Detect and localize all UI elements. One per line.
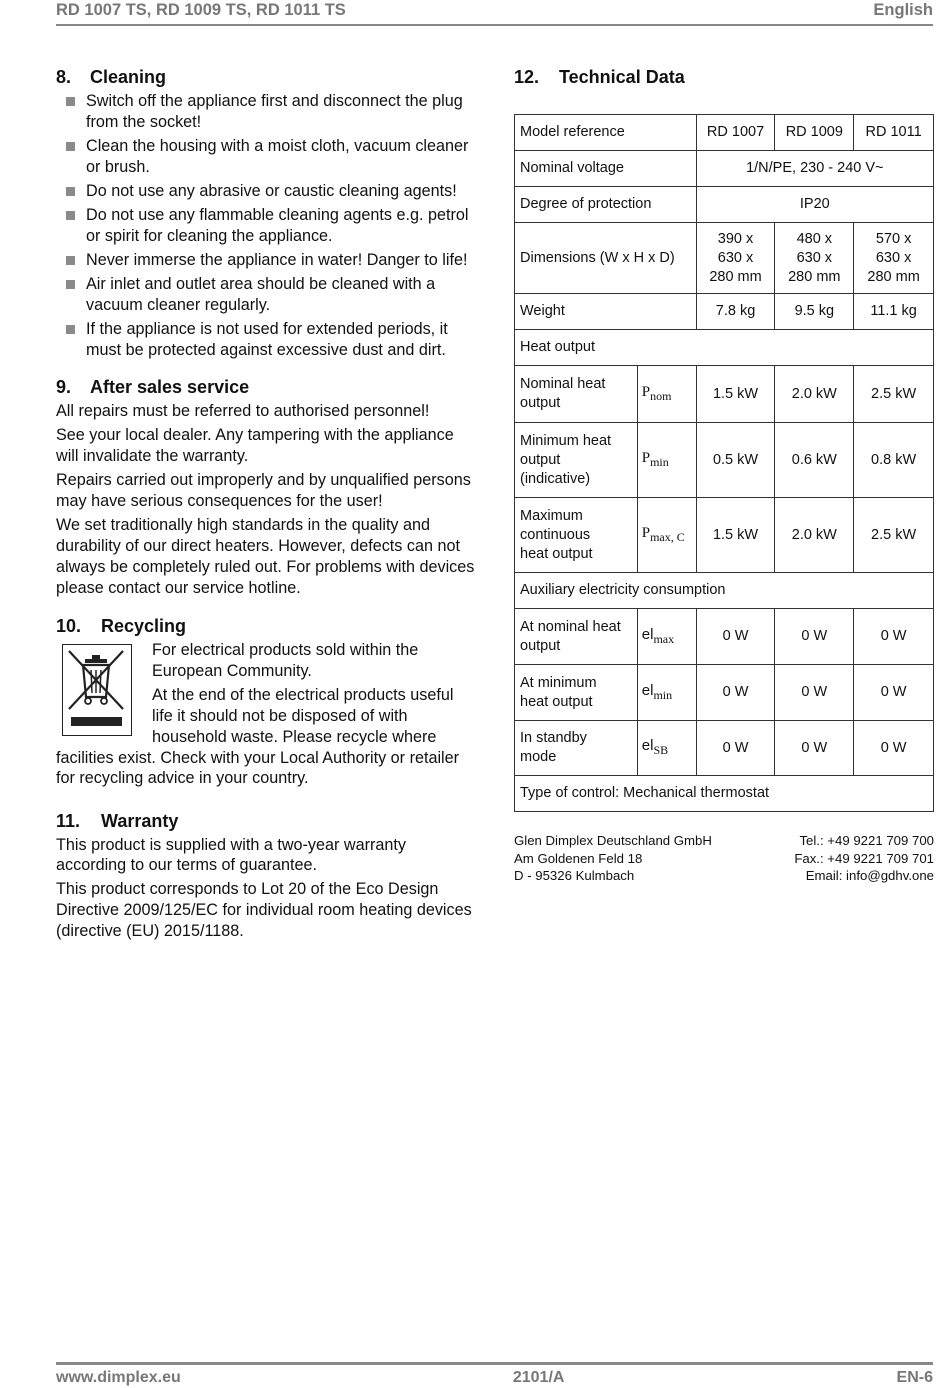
section-heading: 11. Warranty: [56, 810, 179, 831]
row-label: Maximum continuous heat output: [515, 498, 638, 573]
section-heading: 9. After sales service: [56, 377, 250, 398]
website: www.dimplex.eu: [56, 1369, 181, 1386]
technical-data-table: [514, 114, 934, 812]
model-cell: RD 1007: [696, 115, 775, 151]
table-row: [515, 294, 934, 330]
left-column: [56, 66, 476, 959]
paragraph: See your local dealer. Any tampering with the appliance will invalidate the warranty.: [56, 426, 454, 466]
value-cell: 1.5 kW: [696, 366, 775, 423]
weee-crossed-bin-icon: [62, 644, 132, 736]
list-item: Air inlet and outlet area should be cleaned with a vacuum cleaner regularly.: [56, 274, 476, 316]
symbol-cell: $el_{SB}$: [637, 721, 696, 776]
cleaning-list: [56, 91, 476, 360]
paragraph: Repairs carried out improperly and by unqualified persons may have serious consequences for the user!: [56, 471, 471, 511]
table-row: [515, 115, 934, 151]
value-cell: 570 x 630 x 280 mm: [854, 223, 934, 294]
table-row: [515, 498, 934, 573]
right-column: [514, 66, 934, 885]
value-cell: 0 W: [854, 665, 934, 721]
table-row: [515, 187, 934, 223]
paragraph: This product is supplied with a two-year warranty according to our terms of guarantee.: [56, 835, 406, 875]
company-name: Glen Dimplex Deutschland GmbH: [514, 833, 712, 848]
table-row: [515, 609, 934, 665]
row-label: Minimum heat output (indicative): [515, 423, 638, 498]
value-cell: 2.0 kW: [775, 366, 854, 423]
phone: Tel.: +49 9221 709 700: [799, 833, 934, 848]
page-header: [56, 0, 933, 26]
section-heading: 8. Cleaning: [56, 67, 167, 87]
list-item: Do not use any abrasive or caustic cleaning agents!: [56, 181, 476, 202]
row-label: Degree of protection: [515, 187, 697, 223]
symbol-cell: $P_{min}$: [637, 423, 696, 498]
value-cell: 0 W: [775, 609, 854, 665]
fax: Fax.: +49 9221 709 701: [794, 850, 934, 866]
table-row: [515, 223, 934, 294]
row-label: Nominal voltage: [515, 151, 697, 187]
symbol-cell: $P_{nom}$: [637, 366, 696, 423]
address-block: [514, 832, 712, 885]
header-model-list: RD 1007 TS, RD 1009 TS, RD 1011 TS: [56, 1, 346, 19]
table-row: [515, 776, 934, 812]
control-type: Type of control: Mechanical thermostat: [515, 776, 934, 812]
value-cell: 0 W: [696, 609, 775, 665]
symbol-cell: $P_{max, C}$: [637, 498, 696, 573]
row-label: Model reference: [515, 115, 697, 151]
value-cell: 0 W: [854, 721, 934, 776]
value-cell: IP20: [696, 187, 933, 223]
section-warranty: [56, 810, 476, 942]
value-cell: 480 x 630 x 280 mm: [775, 223, 854, 294]
value-cell: 0 W: [854, 609, 934, 665]
paragraph: This product corresponds to Lot 20 of the Eco Design Directive 2009/125/EC for individual room heating devices (directive (EU) 2015/1188.: [56, 880, 472, 941]
row-label: In standby mode: [515, 721, 638, 776]
value-cell: 0 W: [696, 665, 775, 721]
table-row: [515, 151, 934, 187]
section-heading: 12. Technical Data: [514, 67, 685, 87]
value-cell: 0.6 kW: [775, 423, 854, 498]
value-cell: 0 W: [775, 665, 854, 721]
table-row: [515, 573, 934, 609]
row-label: Dimensions (W x H x D): [515, 223, 697, 294]
row-label: Weight: [515, 294, 697, 330]
value-cell: 1.5 kW: [696, 498, 775, 573]
list-item: Clean the housing with a moist cloth, vacuum cleaner or brush.: [56, 136, 476, 178]
value-cell: 2.5 kW: [854, 366, 934, 423]
value-cell: 7.8 kg: [696, 294, 775, 330]
value-cell: 1/N/PE, 230 - 240 V~: [696, 151, 933, 187]
email: Email: info@gdhv.one: [805, 868, 934, 883]
list-item: Never immerse the appliance in water! Danger to life!: [56, 250, 476, 271]
symbol-cell: $el_{max}$: [637, 609, 696, 665]
value-cell: 0.5 kW: [696, 423, 775, 498]
header-language: English: [873, 1, 933, 19]
value-cell: 0 W: [775, 721, 854, 776]
table-row: [515, 721, 934, 776]
row-label: At nominal heat output: [515, 609, 638, 665]
value-cell: 2.0 kW: [775, 498, 854, 573]
section-recycling: [56, 615, 476, 792]
page-number: EN-6: [896, 1369, 933, 1386]
phone-block: [794, 832, 934, 885]
city: D - 95326 Kulmbach: [514, 868, 635, 883]
section-cleaning: [56, 66, 476, 360]
value-cell: 0.8 kW: [854, 423, 934, 498]
paragraph: At the end of the electrical products useful life it should not be disposed of with household waste. Please recycle where facilities exist. Check with your Local Authority or retailer for recycling advice in your country.: [56, 686, 460, 788]
value-cell: 390 x 630 x 280 mm: [696, 223, 775, 294]
section-service: [56, 376, 476, 598]
model-cell: RD 1009: [775, 115, 854, 151]
manufacturer-contact: [514, 832, 934, 885]
list-item: Do not use any flammable cleaning agents e.g. petrol or spirit for cleaning the appliance.: [56, 205, 476, 247]
paragraph: All repairs must be referred to authorised personnel!: [56, 402, 430, 421]
group-label: Heat output: [515, 330, 934, 366]
page-footer: [56, 1362, 933, 1387]
table-row: [515, 665, 934, 721]
table-row: [515, 423, 934, 498]
street: Am Goldenen Feld 18: [514, 850, 643, 866]
list-item: Switch off the appliance first and disconnect the plug from the socket!: [56, 91, 476, 133]
value-cell: 9.5 kg: [775, 294, 854, 330]
document-code: 2101/A: [512, 1369, 565, 1386]
section-heading: 10. Recycling: [56, 616, 187, 637]
value-cell: 2.5 kW: [854, 498, 934, 573]
row-label: Nominal heat output: [515, 366, 638, 423]
table-row: [515, 366, 934, 423]
group-label: Auxiliary electricity consumption: [515, 573, 934, 609]
paragraph: For electrical products sold within the European Community.: [152, 641, 419, 681]
table-row: [515, 330, 934, 366]
value-cell: 0 W: [696, 721, 775, 776]
row-label: At minimum heat output: [515, 665, 638, 721]
model-cell: RD 1011: [854, 115, 934, 151]
symbol-cell: $el_{min}$: [637, 665, 696, 721]
list-item: If the appliance is not used for extended periods, it must be protected against excessive dust and dirt.: [56, 319, 476, 361]
paragraph: We set traditionally high standards in the quality and durability of our direct heaters. However, defects can not always be completely ruled out. For problems with devices please contact our service hotline.: [56, 516, 475, 597]
value-cell: 11.1 kg: [854, 294, 934, 330]
